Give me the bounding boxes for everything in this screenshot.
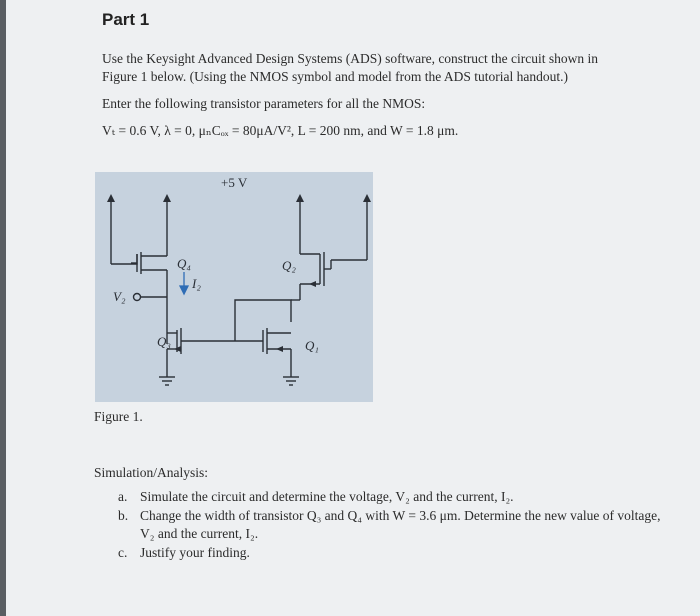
q4-label: Q₄ (177, 256, 191, 271)
task-text: Justify your finding. (140, 545, 250, 560)
task-item (118, 488, 678, 506)
document-page (6, 0, 700, 616)
i2-label: I₂ (192, 276, 201, 291)
task-text: Simulate the circuit and determine the voltage, V₂ and the current, I₂. (140, 489, 514, 504)
section-heading: Simulation/Analysis: (94, 465, 209, 480)
transistor-params: Vₜ = 0.6 V, λ = 0, μₙCₒₓ = 80μA/V², L = 200 nm, and W = 1.8 μm. (102, 123, 459, 138)
task-marker: a. (118, 489, 128, 504)
task-marker: c. (118, 545, 128, 560)
enter-params-text: Enter the following transistor parameters for all the NMOS: (102, 96, 426, 111)
q1-label: Q₁ (305, 338, 319, 353)
v2-label: V₂ (113, 289, 126, 304)
circuit-figure (95, 172, 373, 402)
page-title: Part 1 (102, 10, 150, 29)
q3-label: Q₃ (157, 334, 171, 349)
task-marker: b. (118, 508, 129, 523)
task-item (118, 544, 678, 562)
supply-label: +5 V (221, 175, 248, 190)
task-item (118, 507, 678, 543)
task-text: Change the width of transistor Q₃ and Q₄ with W = 3.6 μm. Determine the new value of voltage, V₂ and the current, I₂. (140, 508, 661, 541)
q2-label: Q₂ (282, 258, 296, 273)
task-list (118, 488, 678, 563)
intro-line-2: Figure 1 below. (Using the NMOS symbol and model from the ADS tutorial handout.) (102, 69, 568, 84)
figure-caption: Figure 1. (94, 409, 143, 424)
circuit-schematic (95, 172, 373, 402)
intro-line-1: Use the Keysight Advanced Design Systems (ADS) software, construct the circuit shown in (102, 51, 599, 66)
